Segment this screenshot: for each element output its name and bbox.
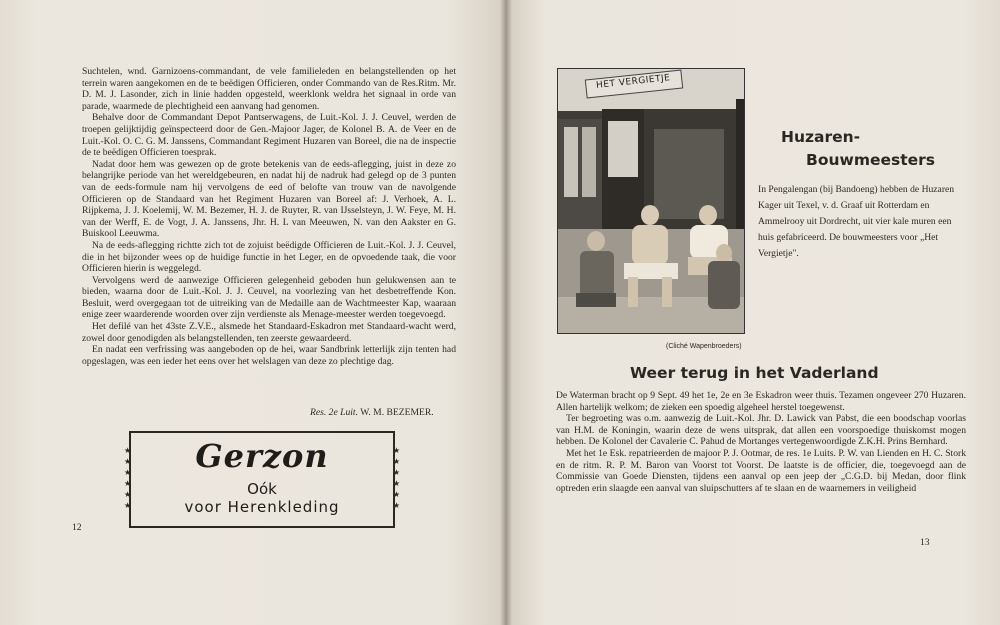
- paragraph: Ter begroeting was o.m. aanwezig de Luit.-Kol. Jhr. D. Lawick van Pabst, die een boodschap voorlas van H.M. de Koningin, waarin deze de wens uitsprak, dat allen een voorspoedige thuiskomst mogen hebben. De Kolonel der Cavalerie C. Pahud de Mortanges vertegenwoordigde Z.K.H. Prins Bernhard.: [556, 413, 966, 448]
- paragraph: Met het 1e Esk. repatrieerden de majoor P. J. Ootmar, de res. 1e Luits. P. W. van Lienden en H. C. Stork en de ritm. R. P. M. Baron van Voorst tot Voorst. De laatste is de officier, die, toegevoegd aan de Commissie van Goede Diensten, tijdens een aanval op een jeep der „C.G.D. bij Medan, door flink optreden erin slaagde een aanval van sluipschutters af te slaan en de waarnemers in veiligheid: [556, 447, 966, 494]
- photo-sign-text: HET VERGIETJE: [595, 73, 671, 91]
- huzaren-text: In Pengalengan (bij Bandoeng) hebben de Huzaren Kager uit Texel, v. d. Graaf uit Rotterdam en Ammelrooy uit Dordrecht, uit vier kale muren een huis gefabriceerd. De bouwmeesters voor „Het Vergietje".: [758, 184, 955, 259]
- paragraph: En nadat een verfrissing was aangeboden op de hei, waar Sandbrink letterlijk zijn tenten had opgeslagen, was een ieder het eens over het welslagen van deze zo plechtige dag.: [82, 344, 456, 367]
- paragraph: Vervolgens werd de aanwezige Officieren gelegenheid geboden hun gelukwensen aan te bieden, waarna door de Luit.-Kol. J. J. Ceuvel, na voorlezing van het desbetreffende Kon. Besluit, werd overgegaan tot de uitreiking van de Medaille aan de Wachtmeester Kap, waaraan enige zeer waarderende woorden over zijn verdienste als Menage-meester werden toegevoegd.: [82, 274, 456, 321]
- signature: [310, 407, 434, 418]
- paragraph: Behalve door de Commandant Depot Pantserwagens, de Luit.-Kol. J. J. Ceuvel, werden de troepen gelijktijdig geïnspecteerd door de Gen.-Majoor Jager, de Kolonel B. A. de Veer en de Luit.-Kol. O. C. G. M. Janssens, Commandant Regiment Huzaren van Boreel, die na de inspectie de te beëdigen Officieren toesprak.: [82, 112, 456, 159]
- paragraph: Nadat door hem was gewezen op de grote betekenis van de eeds-aflegging, juist in deze zo belangrijke periode van het wereldgebeuren, en nadat hij de nadruk had gelegd op de 3 punten van de eeds-formule nam hij vervolgens de eed of belofte van trouw van de navolgende Officieren op de Standaard van het Regiment Huzaren van Boreel af: J. Verhoek, A. L. Rijpkema, J. J. Koelemij, W. M. Bezemer, H. J. de Ruyter, R. van IJsselsteyn, J. W. Feye, M. H. van der Werff, E. de Vogt, J. A. Janssens, Jhr. H. L van Meeuwen, N. van den Aakster en G. Buiskool Leeuwma.: [82, 158, 456, 240]
- right-page: [506, 0, 1000, 625]
- book-gutter: [500, 0, 512, 625]
- ad-slogan-line1: Oók: [247, 480, 277, 498]
- paragraph: Suchtelen, wnd. Garnizoens-commandant, de vele familieleden en belangstellenden op het terrein waren aangekomen en de te beëdigen Officieren, onder Commando van de Res.Ritm. Mr. D. M. J. Lasonder, zich in linie hadden opgesteld, weerklonk weldra het signaal in orde van parade, waarmede de plechtigheid een aanvang had genomen.: [82, 66, 456, 112]
- photo-het-vergietje: [557, 68, 745, 334]
- paragraph: De Waterman bracht op 9 Sept. 49 het 1e, 2e en 3e Eskadron weer thuis. Tezamen ongeveer 270 Huzaren. Allen hartelijk welkom; de zieken een spoedig algeheel herstel toegewenst.: [556, 390, 966, 413]
- huzaren-title-line1: Huzaren-: [781, 128, 861, 146]
- photo-illustration: [558, 69, 744, 333]
- weer-terug-text: [556, 390, 966, 494]
- signature-rank: Res. 2e Luit.: [310, 407, 358, 418]
- paragraph: Het defilé van het 43ste Z.V.E., alsmede het Standaard-Eskadron met Standaard-wacht werd, zowel door genodigden als belangstellenden, ten zeerste gewaardeerd.: [82, 321, 456, 344]
- star-border-right: ★ ★ ★ ★ ★ ★: [392, 446, 400, 510]
- ad-slogan-line2: voor Herenkleding: [184, 498, 340, 516]
- gerzon-advertisement: [124, 431, 400, 528]
- star-border-left: ★ ★ ★ ★ ★ ★: [124, 446, 132, 510]
- page-number-left: 12: [72, 522, 82, 533]
- photo-caption: (Cliché Wapenbroeders): [666, 343, 742, 350]
- left-article-text: [82, 66, 456, 367]
- signature-name: W. M. BEZEMER.: [360, 407, 434, 418]
- ad-brand-logo: Gerzon: [195, 437, 329, 475]
- huzaren-title-line2: Bouwmeesters: [806, 151, 936, 169]
- weer-terug-title: Weer terug in het Vaderland: [630, 364, 879, 382]
- page-number-right: 13: [920, 537, 930, 548]
- paragraph: Na de eeds-aflegging richtte zich tot de zojuist beëdigde Officieren de Luit.-Kol. J. J. Ceuvel, die in het bijzonder wees op de huidige functie in het Leger, en de opvoedende taak, die voor Officieren hierin is weggelegd.: [82, 239, 456, 275]
